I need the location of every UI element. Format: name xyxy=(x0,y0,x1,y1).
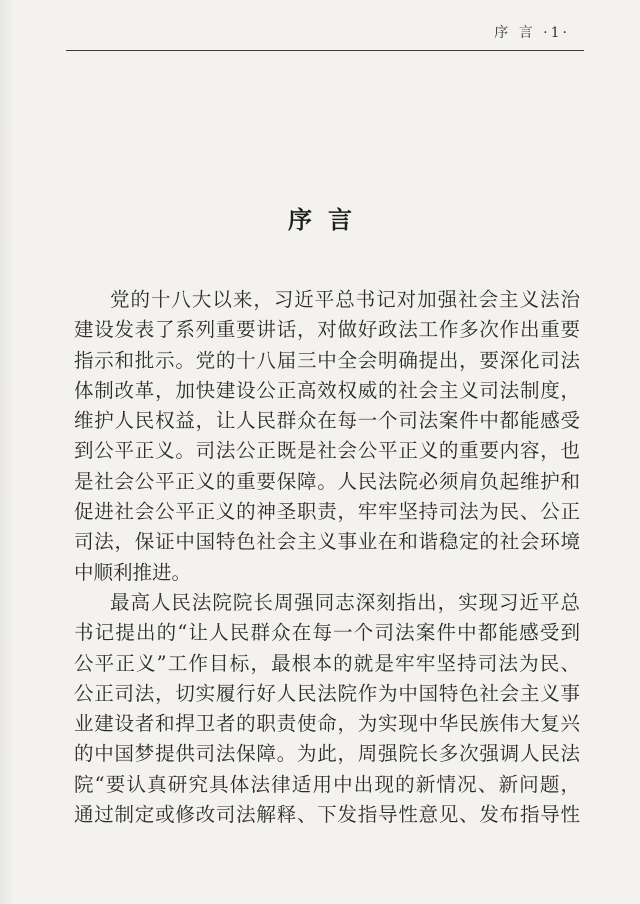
header-rule xyxy=(66,50,584,51)
text-line: 院“要认真研究具体法律适用中出现的新情况、新问题， xyxy=(74,772,580,796)
text-line: 司法，保证中国特色社会主义事业在和谐稳定的社会环境 xyxy=(74,530,580,554)
text-line: 维护人民权益，让人民群众在每一个司法案件中都能感受 xyxy=(74,409,580,433)
body-text xyxy=(74,285,580,830)
text-line: 是社会公平正义的重要保障。人民法院必须肩负起维护和 xyxy=(74,469,580,493)
text-line: 建设发表了系列重要讲话，对做好政法工作多次作出重要 xyxy=(74,318,580,342)
text-line: 党的十八大以来，习近平总书记对加强社会主义法治 xyxy=(110,288,580,311)
text-line: 公平正义”工作目标，最根本的就是牢牢坚持司法为民、 xyxy=(74,651,580,675)
text-line: 公正司法，切实履行好人民法院作为中国特色社会主义事 xyxy=(74,681,580,705)
text-line: 通过制定或修改司法解释、下发指导性意见、发布指导性 xyxy=(74,803,580,827)
page-title: 序言 xyxy=(288,205,368,234)
text-line: 的中国梦提供司法保障。为此，周强院长多次强调人民法 xyxy=(74,742,580,766)
text-line: 书记提出的“让人民群众在每一个司法案件中都能感受到 xyxy=(74,621,580,645)
text-line: 中顺利推进。 xyxy=(74,560,192,584)
text-line: 业建设者和捍卫者的职责使命，为实现中华民族伟大复兴 xyxy=(74,712,580,736)
text-line: 最高人民法院院长周强同志深刻指出，实现习近平总 xyxy=(110,590,580,614)
text-line: 体制改革，加快建设公正高效权威的社会主义司法制度， xyxy=(74,378,580,402)
paragraph-1 xyxy=(74,285,580,588)
paragraph-2 xyxy=(74,588,580,830)
text-line: 促进社会公平正义的神圣职责，牢牢坚持司法为民、公正 xyxy=(74,500,580,524)
running-header: 序 言 ·1· xyxy=(494,25,570,41)
text-line: 到公平正义。司法公正既是社会公平正义的重要内容，也 xyxy=(74,439,580,463)
text-line: 指示和批示。党的十八届三中全会明确提出，要深化司法 xyxy=(74,348,580,372)
